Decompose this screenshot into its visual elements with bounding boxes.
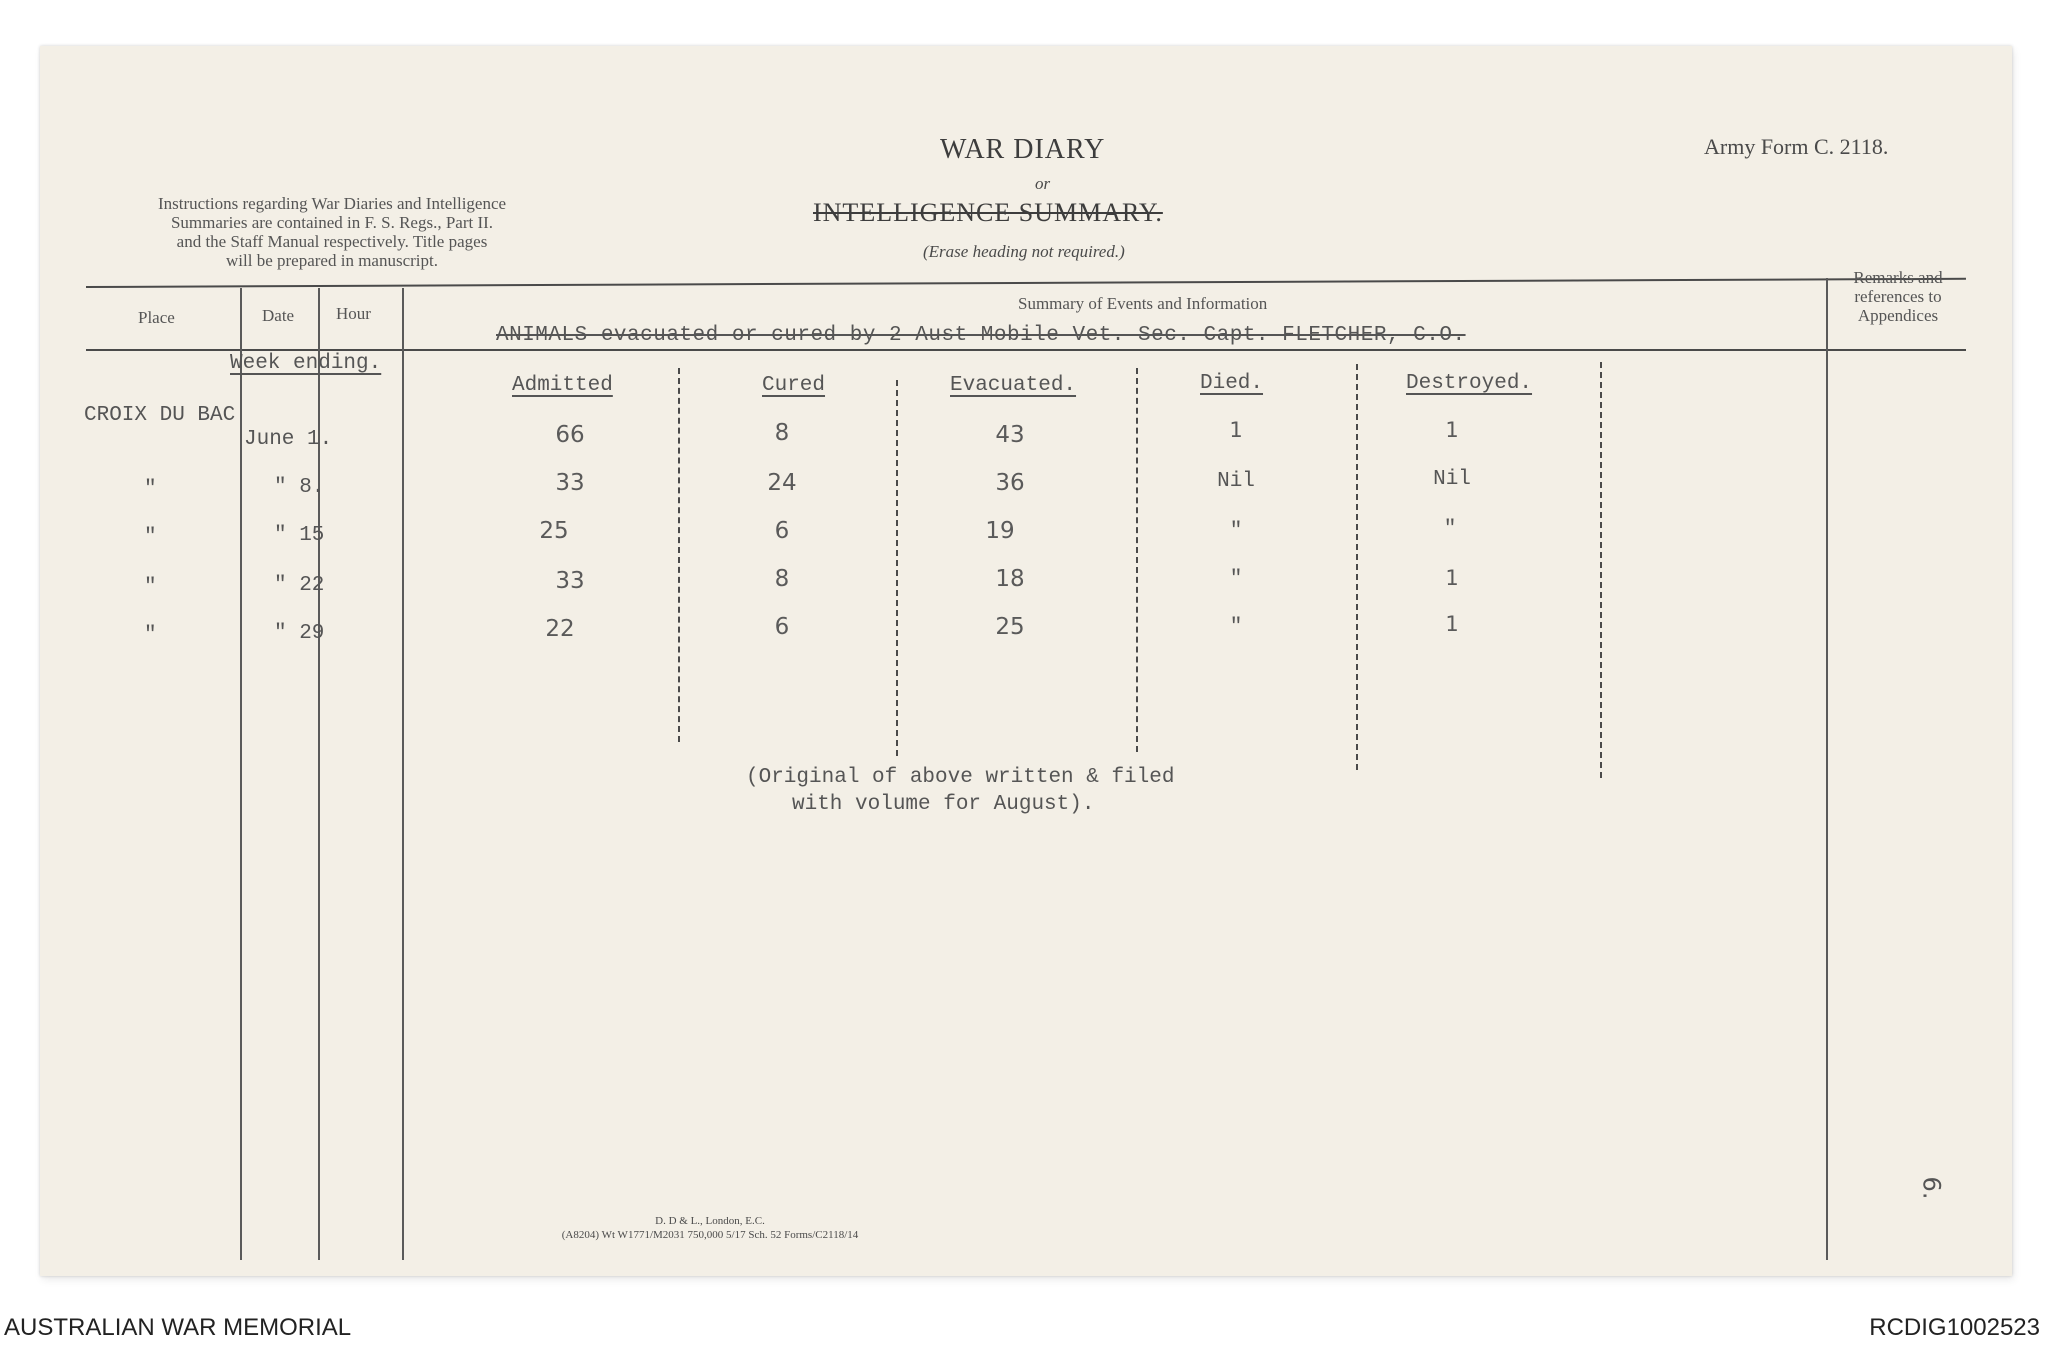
date-header: Date — [262, 306, 295, 325]
filing-note-line: with volume for August). — [792, 793, 1095, 816]
data-column-separator — [1136, 368, 1138, 752]
row-destroyed: 1 — [1445, 612, 1459, 636]
row-date: " 15 — [274, 524, 325, 547]
data-column-separator — [678, 368, 680, 742]
row-place: " — [144, 576, 157, 599]
col-destroyed-header: Destroyed. — [1406, 372, 1533, 395]
form-title: WAR DIARY — [940, 134, 1106, 165]
col-cured-header: Cured — [762, 374, 826, 397]
form-subtitle: INTELLIGENCE SUMMARY. — [813, 198, 1163, 227]
col-evacuated-header: Evacuated. — [950, 374, 1077, 397]
summary-column-divider — [402, 288, 404, 1260]
row-destroyed: 1 — [1445, 418, 1459, 442]
row-died: " — [1229, 520, 1243, 543]
page-mark: 6. — [1917, 1176, 1946, 1200]
imprint-line: (A8204) Wt W1771/M2031 750,000 5/17 Sch. 52 Forms/C2118/14 — [561, 1229, 859, 1241]
hour-header: Hour — [336, 304, 371, 323]
row-admitted: 66 — [555, 422, 585, 448]
week-ending-label: Week ending. — [230, 352, 382, 375]
row-admitted: 33 — [555, 470, 585, 496]
row-date: June 1. — [244, 428, 333, 451]
instructions-line: Instructions regarding War Diaries and Intelligence — [157, 194, 507, 213]
row-place: " — [144, 526, 157, 549]
data-column-separator — [1356, 364, 1358, 770]
row-evacuated: 19 — [985, 518, 1015, 544]
row-died: 1 — [1229, 418, 1243, 442]
form-number: Army Form C. 2118. — [1704, 134, 1889, 159]
data-column-separator — [896, 380, 898, 756]
row-admitted: 33 — [555, 568, 585, 594]
summary-header: Summary of Events and Information — [1018, 294, 1268, 313]
instructions-line: and the Staff Manual respectively. Title pages — [176, 232, 488, 251]
row-died: " — [1229, 616, 1243, 639]
row-evacuated: 18 — [995, 566, 1025, 592]
remarks-header-line: references to — [1854, 287, 1942, 306]
or-text: or — [1035, 174, 1051, 193]
erase-note: (Erase heading not required.) — [923, 242, 1125, 261]
row-date: " 29 — [274, 622, 325, 645]
row-evacuated: 25 — [995, 614, 1025, 640]
row-date: " 22 — [274, 574, 325, 597]
place-header: Place — [138, 308, 175, 327]
header-bottom-rule — [86, 349, 1966, 351]
row-place: " — [144, 478, 157, 501]
row-cured: 6 — [774, 614, 790, 640]
row-died: Nil — [1217, 470, 1255, 493]
footer-left: AUSTRALIAN WAR MEMORIAL — [4, 1314, 352, 1341]
remarks-header-line: Remarks and — [1853, 268, 1943, 287]
row-cured: 8 — [774, 566, 790, 592]
instructions-text — [132, 194, 532, 270]
remarks-header — [1836, 268, 1960, 325]
row-destroyed: Nil — [1433, 468, 1471, 491]
table-top-rule — [86, 278, 1966, 288]
row-died: " — [1229, 568, 1243, 591]
imprint-line: D. D & L., London, E.C. — [655, 1215, 765, 1227]
row-destroyed: " — [1443, 518, 1457, 541]
row-cured: 6 — [774, 518, 790, 544]
filing-note — [746, 764, 1174, 818]
row-cured: 8 — [774, 420, 790, 446]
filing-note-line: (Original of above written & filed — [746, 766, 1175, 789]
entry-heading: ANIMALS evacuated or cured by 2 Aust Mobile Vet. Sec. Capt. FLETCHER, C.O. — [496, 324, 1466, 347]
row-evacuated: 43 — [995, 422, 1025, 448]
printer-imprint — [460, 1214, 960, 1242]
row-admitted: 25 — [539, 518, 569, 544]
row-place: " — [144, 624, 157, 647]
instructions-line: will be prepared in manuscript. — [226, 251, 438, 270]
row-admitted: 22 — [545, 616, 575, 642]
col-died-header: Died. — [1200, 372, 1264, 395]
row-evacuated: 36 — [995, 470, 1025, 496]
row-date: " 8. — [274, 476, 325, 499]
row-cured: 24 — [767, 470, 797, 496]
remarks-header-line: Appendices — [1857, 306, 1939, 325]
col-admitted-header: Admitted — [512, 374, 613, 397]
diary-sheet — [40, 46, 2012, 1276]
instructions-line: Summaries are contained in F. S. Regs., Part II. — [170, 213, 494, 232]
remarks-column-divider — [1826, 278, 1828, 1260]
row-destroyed: 1 — [1445, 566, 1459, 590]
data-column-separator — [1600, 362, 1602, 778]
footer-right: RCDIG1002523 — [1869, 1314, 2040, 1341]
place-name: CROIX DU BAC — [84, 404, 236, 427]
date-column-divider — [240, 288, 242, 1260]
